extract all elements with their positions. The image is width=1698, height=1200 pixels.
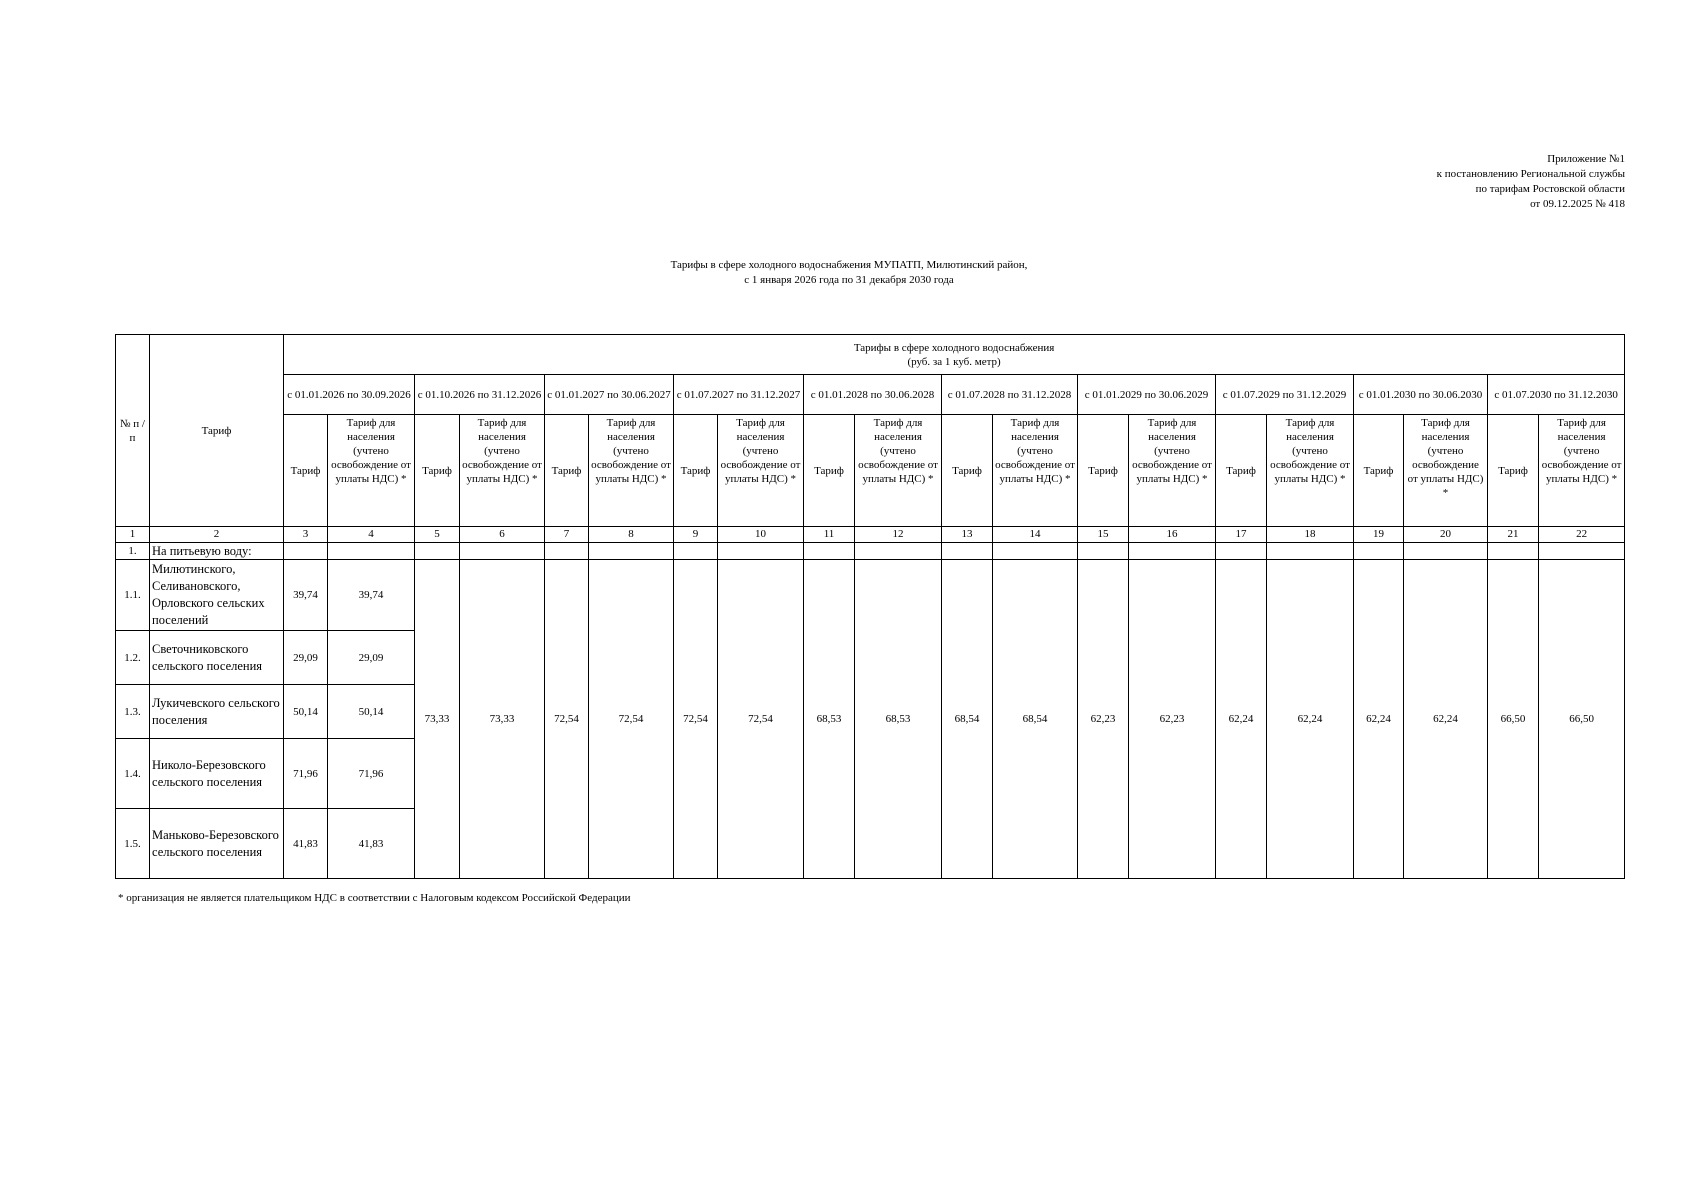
subheader-tariff: Тариф (804, 415, 855, 527)
header-number: № п /п (116, 335, 150, 527)
merged-tariff-value: 72,54 (674, 560, 718, 879)
row-name: Маньково-Березовского сельского поселения (150, 809, 284, 879)
column-number: 5 (415, 527, 460, 543)
merged-tariff-value: 73,33 (415, 560, 460, 879)
merged-population-tariff-value: 66,50 (1539, 560, 1625, 879)
merged-tariff-value: 62,24 (1216, 560, 1267, 879)
column-number: 12 (855, 527, 942, 543)
merged-population-tariff-value: 62,24 (1404, 560, 1488, 879)
period-header: с 01.07.2030 по 31.12.2030 (1488, 375, 1625, 415)
row-number: 1.1. (116, 560, 150, 631)
title-line: с 1 января 2026 года по 31 декабря 2030 года (744, 274, 954, 286)
row-name: Лукичевского сельского поселения (150, 685, 284, 739)
column-number: 18 (1267, 527, 1354, 543)
column-number: 14 (993, 527, 1078, 543)
footnote: * организация не является плательщиком НДС в соответствии с Налоговым кодексом Российской Федерации (118, 892, 631, 904)
merged-population-tariff-value: 72,54 (589, 560, 674, 879)
merged-population-tariff-value: 68,54 (993, 560, 1078, 879)
column-number: 21 (1488, 527, 1539, 543)
header-group (284, 335, 1625, 375)
subheader-population-tariff: Тариф для населения (учтено освобождение от уплаты НДС) * (1539, 415, 1625, 527)
column-number: 4 (328, 527, 415, 543)
row-name: Милютинского, Селивановского, Орловского сельских поселений (150, 560, 284, 631)
subheader-tariff: Тариф (1216, 415, 1267, 527)
row-number: 1.4. (116, 739, 150, 809)
merged-tariff-value: 68,54 (942, 560, 993, 879)
subheader-population-tariff: Тариф для населения (учтено освобождение от уплаты НДС) * (328, 415, 415, 527)
column-number: 1 (116, 527, 150, 543)
merged-tariff-value: 72,54 (545, 560, 589, 879)
subheader-population-tariff: Тариф для населения (учтено освобождение от уплаты НДС) * (460, 415, 545, 527)
table-row (116, 560, 1625, 631)
appendix-line: по тарифам Ростовской области (1475, 183, 1625, 195)
population-tariff-value: 29,09 (328, 631, 415, 685)
merged-tariff-value: 68,53 (804, 560, 855, 879)
appendix-block (1437, 152, 1625, 212)
column-number: 8 (589, 527, 674, 543)
subheader-tariff: Тариф (284, 415, 328, 527)
row-number: 1.2. (116, 631, 150, 685)
column-number: 15 (1078, 527, 1129, 543)
column-number: 9 (674, 527, 718, 543)
merged-population-tariff-value: 68,53 (855, 560, 942, 879)
period-header: с 01.10.2026 по 31.12.2026 (415, 375, 545, 415)
column-number: 2 (150, 527, 284, 543)
tariff-value: 39,74 (284, 560, 328, 631)
subheader-tariff: Тариф (674, 415, 718, 527)
merged-population-tariff-value: 73,33 (460, 560, 545, 879)
subheader-tariff: Тариф (1078, 415, 1129, 527)
merged-population-tariff-value: 62,23 (1129, 560, 1216, 879)
appendix-line: Приложение №1 (1547, 153, 1625, 165)
subheader-population-tariff: Тариф для населения (учтено освобождение от уплаты НДС) * (1129, 415, 1216, 527)
subheader-tariff: Тариф (545, 415, 589, 527)
merged-population-tariff-value: 62,24 (1267, 560, 1354, 879)
subheader-tariff: Тариф (1354, 415, 1404, 527)
tariff-value: 41,83 (284, 809, 328, 879)
subheader-population-tariff: Тариф для населения (учтено освобождение от уплаты НДС) * (855, 415, 942, 527)
period-header: с 01.01.2029 по 30.06.2029 (1078, 375, 1216, 415)
subheader-population-tariff: Тариф для населения (учтено освобождение от уплаты НДС) * (993, 415, 1078, 527)
header-group-line: Тарифы в сфере холодного водоснабжения (853, 341, 1055, 354)
title-line: Тарифы в сфере холодного водоснабжения МУПАТП, Милютинский район, (670, 259, 1028, 271)
column-number: 22 (1539, 527, 1625, 543)
column-number: 7 (545, 527, 589, 543)
period-header: с 01.01.2030 по 30.06.2030 (1354, 375, 1488, 415)
period-header: с 01.01.2026 по 30.09.2026 (284, 375, 415, 415)
column-number: 6 (460, 527, 545, 543)
merged-tariff-value: 62,23 (1078, 560, 1129, 879)
tariff-value: 29,09 (284, 631, 328, 685)
subheader-tariff: Тариф (415, 415, 460, 527)
row-number: 1.3. (116, 685, 150, 739)
row-name: Светочниковского сельского поселения (150, 631, 284, 685)
period-header: с 01.07.2029 по 31.12.2029 (1216, 375, 1354, 415)
merged-population-tariff-value: 72,54 (718, 560, 804, 879)
column-number: 16 (1129, 527, 1216, 543)
merged-tariff-value: 66,50 (1488, 560, 1539, 879)
column-number: 17 (1216, 527, 1267, 543)
row-number: 1.5. (116, 809, 150, 879)
column-number: 10 (718, 527, 804, 543)
subheader-tariff: Тариф (1488, 415, 1539, 527)
column-number: 20 (1404, 527, 1488, 543)
section-number: 1. (116, 543, 150, 560)
period-header: с 01.07.2028 по 31.12.2028 (942, 375, 1078, 415)
population-tariff-value: 41,83 (328, 809, 415, 879)
population-tariff-value: 50,14 (328, 685, 415, 739)
subheader-population-tariff: Тариф для населения (учтено освобождение от уплаты НДС) * (1267, 415, 1354, 527)
column-number: 3 (284, 527, 328, 543)
subheader-population-tariff: Тариф для населения (учтено освобождение от уплаты НДС) * (718, 415, 804, 527)
population-tariff-value: 39,74 (328, 560, 415, 631)
tariff-value: 71,96 (284, 739, 328, 809)
period-header: с 01.01.2027 по 30.06.2027 (545, 375, 674, 415)
subheader-population-tariff: Тариф для населения (учтено освобождение от уплаты НДС) * (589, 415, 674, 527)
tariff-value: 50,14 (284, 685, 328, 739)
header-tariff: Тариф (150, 335, 284, 527)
column-number: 19 (1354, 527, 1404, 543)
section-label: На питьевую воду: (150, 543, 284, 560)
tariffs-table (115, 334, 1625, 879)
document-title (0, 258, 1698, 288)
appendix-line: от 09.12.2025 № 418 (1530, 198, 1625, 210)
subheader-population-tariff: Тариф для населения (учтено освобождение от уплаты НДС) * (1404, 415, 1488, 527)
period-header: с 01.01.2028 по 30.06.2028 (804, 375, 942, 415)
column-number: 13 (942, 527, 993, 543)
subheader-tariff: Тариф (942, 415, 993, 527)
header-group-line: (руб. за 1 куб. метр) (907, 355, 1001, 368)
merged-tariff-value: 62,24 (1354, 560, 1404, 879)
period-header: с 01.07.2027 по 31.12.2027 (674, 375, 804, 415)
population-tariff-value: 71,96 (328, 739, 415, 809)
appendix-line: к постановлению Региональной службы (1436, 168, 1625, 180)
column-number: 11 (804, 527, 855, 543)
row-name: Николо-Березовского сельского поселения (150, 739, 284, 809)
